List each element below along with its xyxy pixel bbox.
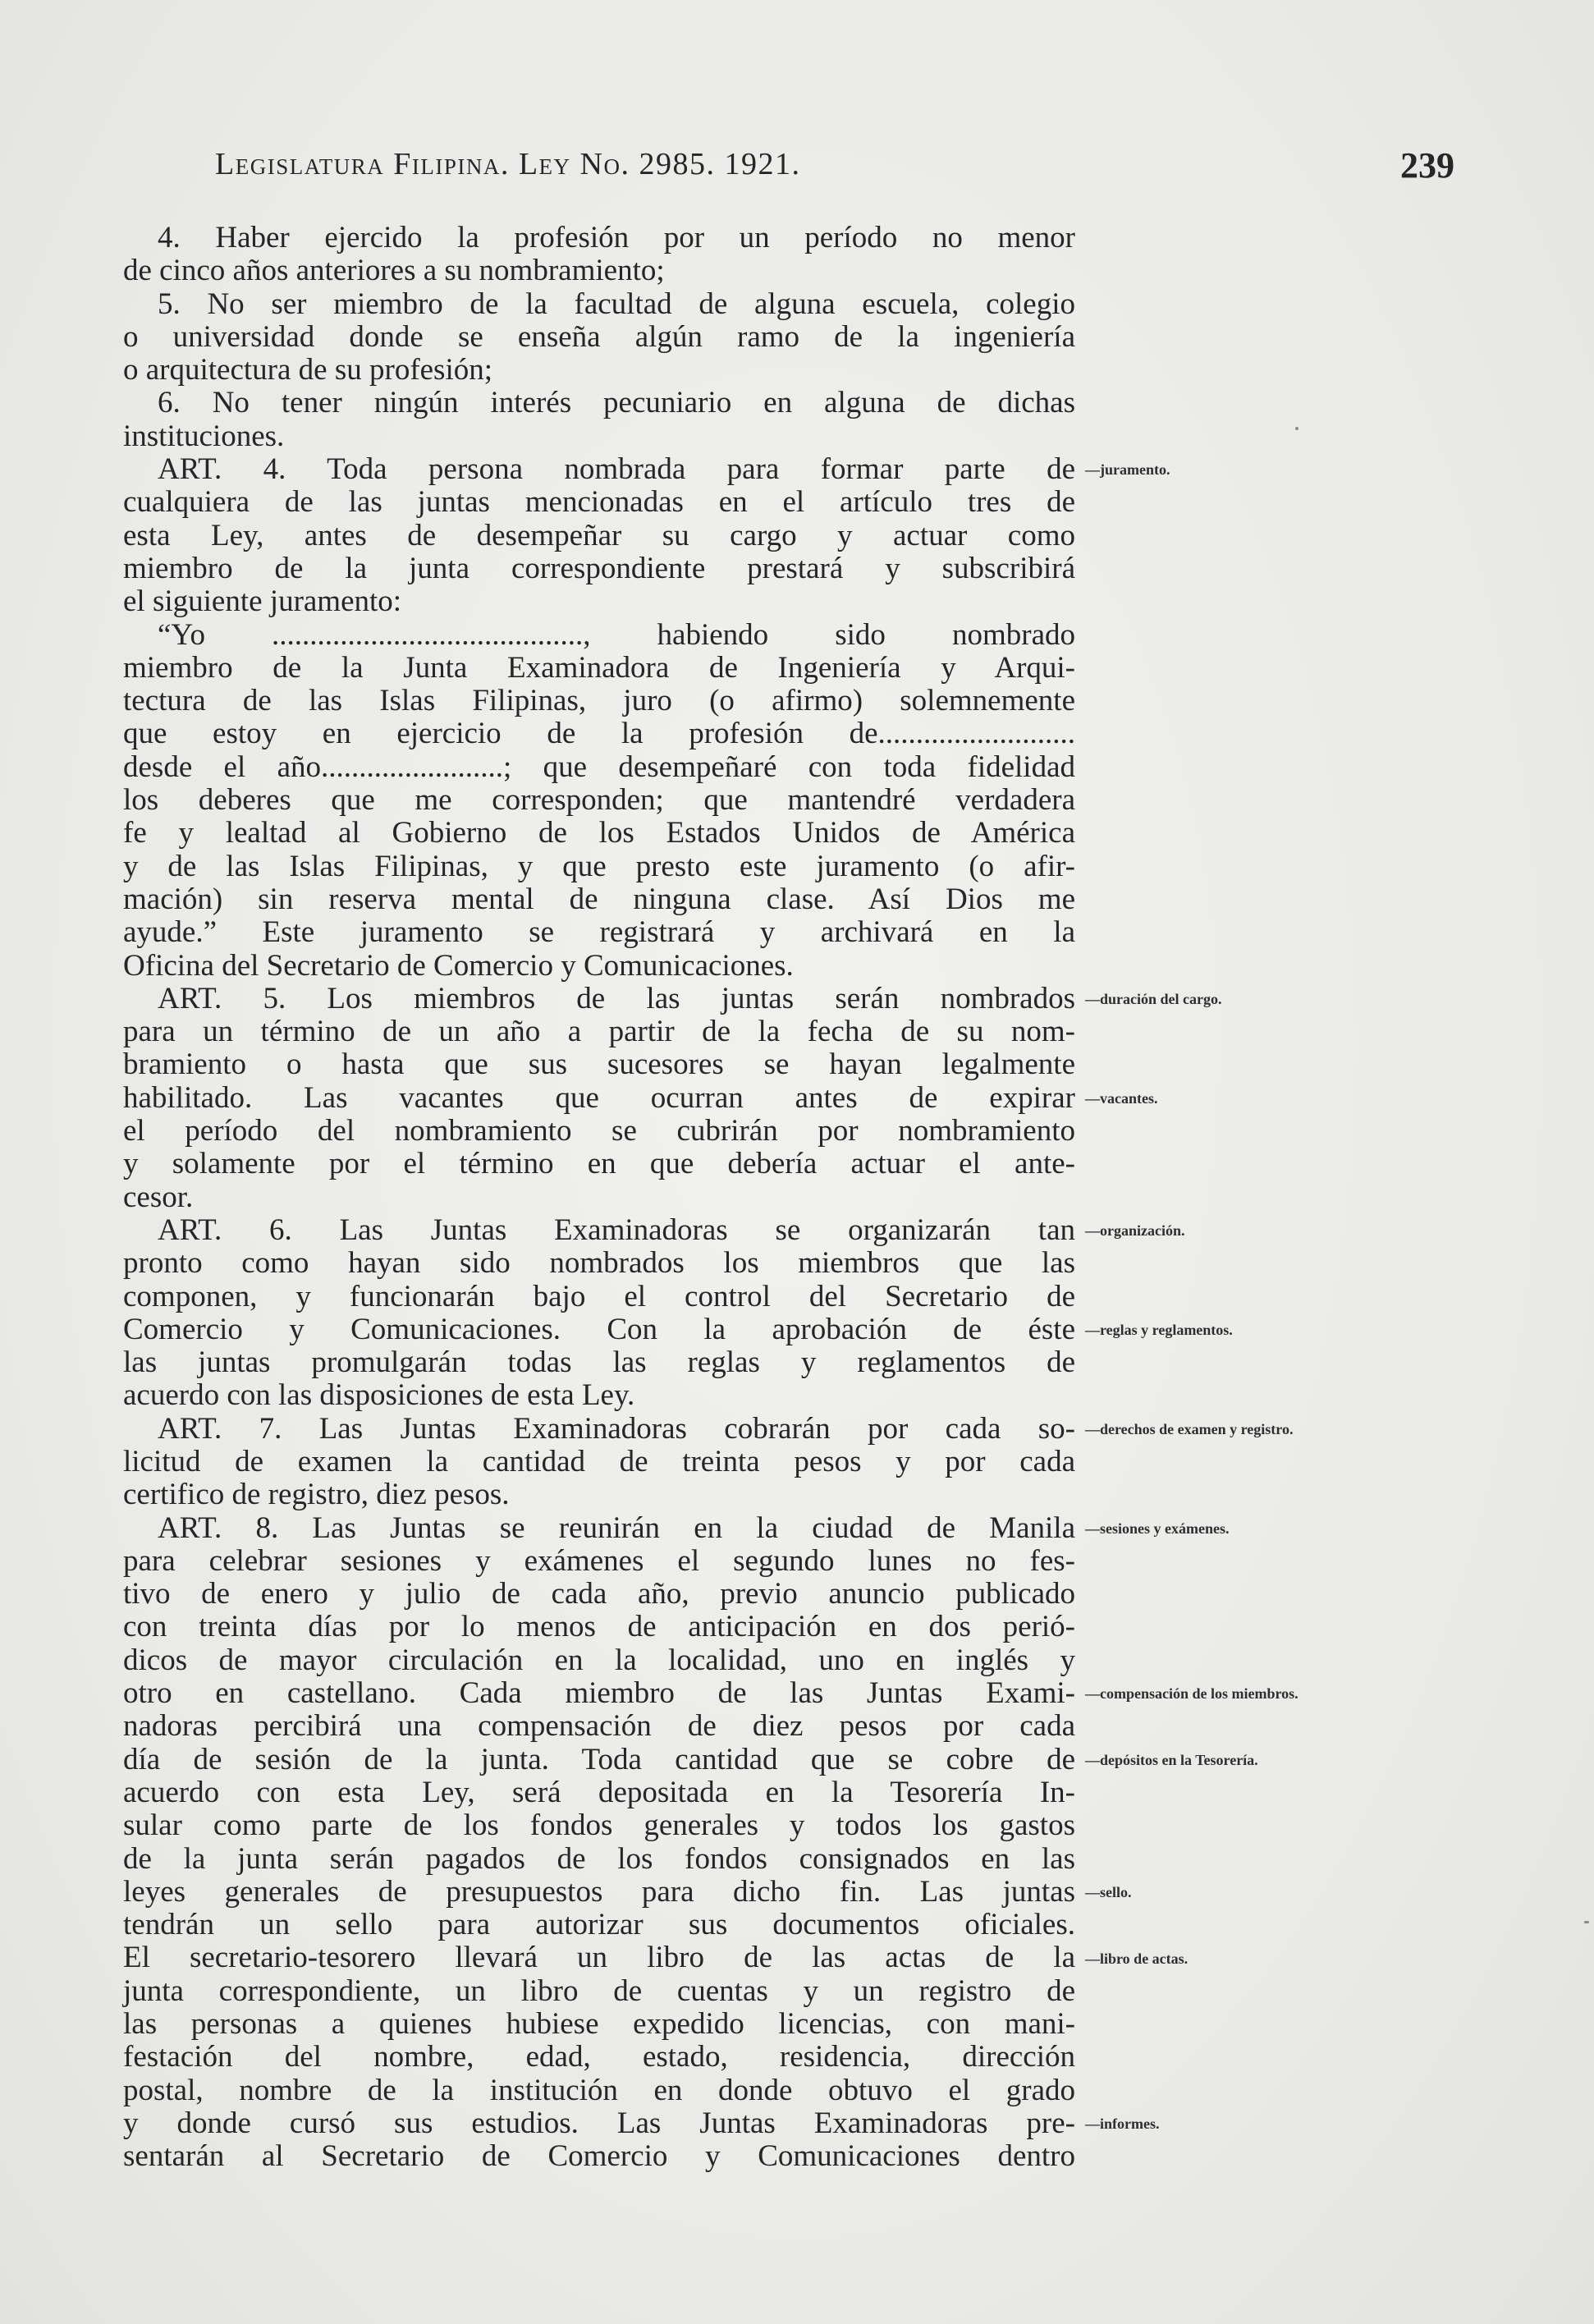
text-line: fe y lealtad al Gobierno de los Estados Unidos de América — [123, 816, 1075, 850]
text-line: El secretario-tesorero llevará un libro de las actas de la — [123, 1941, 1075, 1975]
text-line: de la junta serán pagados de los fondos consignados en las — [123, 1841, 1075, 1876]
text-line: mación) sin reserva mental de ninguna clase. Así Dios me — [123, 882, 1075, 916]
text-line: tivo de enero y julio de cada año, previo anuncio publicado — [123, 1577, 1075, 1611]
text-line: las juntas promulgarán todas las reglas y reglamentos de — [123, 1345, 1075, 1380]
marginal-note: —depósitos en la Tesorería. — [1085, 1751, 1258, 1768]
text-line: ART. 6. Las Juntas Examinadoras se organizarán tan — [158, 1212, 1075, 1247]
text-line: para un término de un año a partir de la fecha de su nom- — [123, 1015, 1075, 1049]
body-text — [123, 222, 1075, 2174]
page-number: 239 — [1400, 145, 1454, 186]
text-line: Comercio y Comunicaciones. Con la aprobación de éste — [123, 1312, 1075, 1346]
text-line: miembro de la Junta Examinadora de Ingeniería y Arqui- — [123, 650, 1075, 685]
running-title: Legislatura Filipina. Ley No. 2985. 1921. — [215, 147, 801, 181]
marginal-note: —duración del cargo. — [1085, 990, 1222, 1007]
text-line: o universidad donde se enseña algún ramo de la ingeniería — [123, 319, 1075, 354]
text-line: licitud de examen la cantidad de treinta pesos y por cada — [123, 1444, 1075, 1478]
text-line: y donde cursó sus estudios. Las Juntas Examinadoras pre- — [123, 2106, 1075, 2140]
text-line: 4. Haber ejercido la profesión por un período no menor — [158, 221, 1075, 254]
text-line: instituciones. — [123, 419, 285, 453]
text-line: las personas a quienes hubiese expedido licencias, con mani- — [123, 2007, 1075, 2042]
text-line: certifico de registro, diez pesos. — [123, 1478, 510, 1512]
page-header — [215, 146, 1454, 195]
text-line: el período del nombramiento se cubrirán por nombramiento — [123, 1114, 1075, 1148]
text-line: día de sesión de la junta. Toda cantidad que se cobre de — [123, 1742, 1075, 1776]
text-line: o arquitectura de su profesión; — [123, 353, 493, 387]
text-line: y de las Islas Filipinas, y que presto este juramento (o afir- — [123, 849, 1075, 883]
text-line: Oficina del Secretario de Comercio y Comunicaciones. — [123, 948, 794, 983]
text-line: ART. 4. Toda persona nombrada para formar parte de — [158, 452, 1075, 487]
marginal-note: —sesiones y exámenes. — [1085, 1520, 1230, 1537]
text-line: los deberes que me corresponden; que mantendré verdadera — [123, 783, 1075, 818]
text-line: que estoy en ejercicio de la profesión de.......................... — [123, 717, 1075, 751]
text-line: “Yo ........................................., habiendo sido nombrado — [158, 617, 1075, 652]
scan-speck — [1295, 427, 1299, 430]
text-line: habilitado. Las vacantes que ocurran antes de expirar — [123, 1080, 1075, 1115]
text-line: tendrán un sello para autorizar sus documentos oficiales. — [123, 1908, 1075, 1942]
text-line: acuerdo con las disposiciones de esta Ley. — [123, 1378, 635, 1413]
text-line: pronto como hayan sido nombrados los miembros que las — [123, 1246, 1075, 1281]
marginal-note: —libro de actas. — [1085, 1950, 1189, 1967]
marginal-note: —derechos de examen y registro. — [1085, 1420, 1294, 1437]
text-line: ayude.” Este juramento se registrará y archivará en la — [123, 915, 1075, 950]
text-line: festación del nombre, edad, estado, residencia, dirección — [123, 2040, 1075, 2074]
text-line: para celebrar sesiones y exámenes el segundo lunes no fes- — [123, 1543, 1075, 1578]
text-line: desde el año........................; que desempeñaré con toda fidelidad — [123, 749, 1075, 784]
text-line: cesor. — [123, 1180, 194, 1214]
marginal-note: —reglas y reglamentos. — [1085, 1321, 1233, 1338]
text-line: de cinco años anteriores a su nombramiento; — [123, 254, 665, 288]
text-line: bramiento o hasta que sus sucesores se hayan legalmente — [123, 1047, 1075, 1082]
text-line: acuerdo con esta Ley, será depositada en la Tesorería In- — [123, 1775, 1075, 1809]
text-line: 6. No tener ningún interés pecuniario en alguna de dichas — [158, 386, 1075, 420]
text-line: sular como parte de los fondos generales y todos los gastos — [123, 1808, 1075, 1843]
text-line: con treinta días por lo menos de anticipación en dos perió- — [123, 1610, 1075, 1644]
marginal-note: —vacantes. — [1085, 1089, 1158, 1107]
marginal-note: —juramento. — [1085, 461, 1170, 479]
marginal-note: —organización. — [1085, 1222, 1185, 1239]
text-line: cualquiera de las juntas mencionadas en el artículo tres de — [123, 485, 1075, 520]
text-line: esta Ley, antes de desempeñar su cargo y actuar como — [123, 518, 1075, 552]
text-line: postal, nombre de la institución en donde obtuvo el grado — [123, 2073, 1075, 2107]
marginal-note: —sello. — [1085, 1884, 1132, 1900]
marginal-note: —compensación de los miembros. — [1085, 1685, 1299, 1703]
text-line: leyes generales de presupuestos para dicho fin. Las juntas — [123, 1874, 1075, 1909]
text-line: nadoras percibirá una compensación de diez pesos por cada — [123, 1709, 1075, 1744]
text-line: el siguiente juramento: — [123, 584, 402, 619]
text-line: sentarán al Secretario de Comercio y Comunicaciones dentro — [123, 2139, 1075, 2174]
text-line: ART. 5. Los miembros de las juntas serán nombrados — [158, 981, 1075, 1015]
text-line: otro en castellano. Cada miembro de las Juntas Exami- — [123, 1676, 1075, 1711]
scan-speck — [1584, 1921, 1589, 1923]
text-line: junta correspondiente, un libro de cuentas y un registro de — [123, 1973, 1075, 2008]
text-line: ART. 8. Las Juntas se reunirán en la ciudad de Manila — [158, 1510, 1075, 1545]
text-line: 5. No ser miembro de la facultad de alguna escuela, colegio — [158, 286, 1075, 321]
text-line: dicos de mayor circulación en la localidad, uno en inglés y — [123, 1643, 1075, 1677]
marginal-note: —informes. — [1085, 2115, 1160, 2133]
text-line: ART. 7. Las Juntas Examinadoras cobrarán por cada so- — [158, 1411, 1075, 1446]
text-line: componen, y funcionarán bajo el control del Secretario de — [123, 1279, 1075, 1313]
text-line: y solamente por el término en que debería actuar el ante- — [123, 1147, 1075, 1181]
text-line: miembro de la junta correspondiente prestará y subscribirá — [123, 551, 1075, 585]
text-line: tectura de las Islas Filipinas, juro (o afirmo) solemnemente — [123, 684, 1075, 718]
